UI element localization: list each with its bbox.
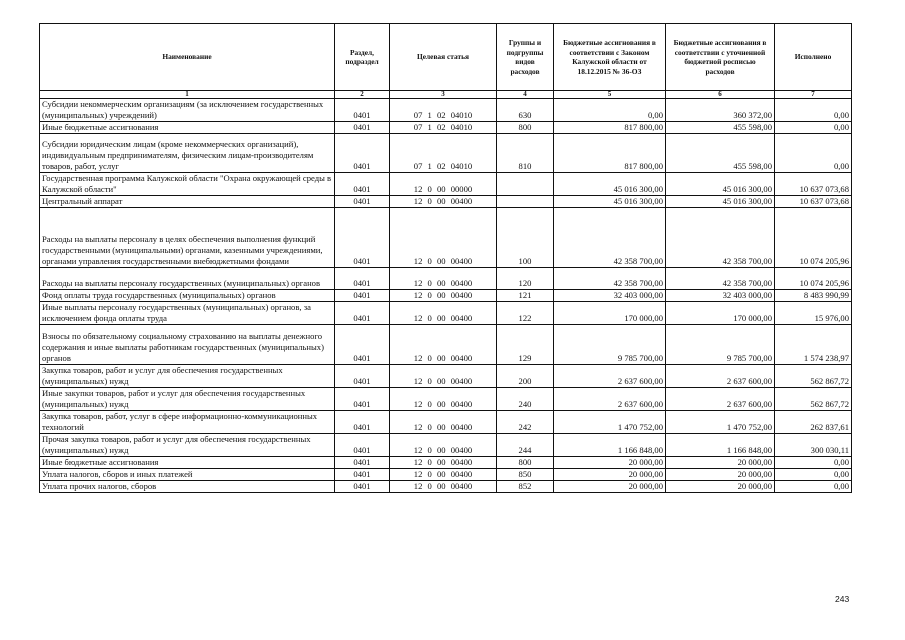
header-refined-allocations: Бюджетные ассигнования в соответствии с уточненной бюджетной росписью расходов	[666, 24, 775, 91]
row-refined-allocation: 2 637 600,00	[666, 365, 775, 388]
row-executed: 0,00	[775, 469, 852, 481]
row-target-article: 12 0 00 00400	[390, 208, 497, 268]
row-name: Закупка товаров, работ, услуг в сфере информационно-коммуникационных технологий	[40, 411, 335, 434]
row-executed: 562 867,72	[775, 388, 852, 411]
row-executed: 8 483 990,99	[775, 290, 852, 302]
row-executed: 0,00	[775, 99, 852, 122]
row-law-allocation: 9 785 700,00	[554, 325, 666, 365]
row-law-allocation: 42 358 700,00	[554, 208, 666, 268]
table-row	[40, 457, 852, 469]
row-executed: 0,00	[775, 457, 852, 469]
row-expense-group: 242	[497, 411, 554, 434]
table-row	[40, 290, 852, 302]
row-law-allocation: 2 637 600,00	[554, 365, 666, 388]
row-section: 0401	[335, 302, 390, 325]
row-expense-group: 810	[497, 134, 554, 173]
column-number: 7	[775, 91, 852, 99]
table-row	[40, 411, 852, 434]
row-name: Уплата прочих налогов, сборов	[40, 481, 335, 493]
table-row	[40, 325, 852, 365]
row-target-article: 12 0 00 00400	[390, 469, 497, 481]
column-number: 3	[390, 91, 497, 99]
row-law-allocation: 817 800,00	[554, 122, 666, 134]
row-section: 0401	[335, 290, 390, 302]
row-executed: 0,00	[775, 122, 852, 134]
row-refined-allocation: 45 016 300,00	[666, 173, 775, 196]
table-row	[40, 302, 852, 325]
table-row	[40, 208, 852, 268]
row-expense-group: 850	[497, 469, 554, 481]
row-section: 0401	[335, 457, 390, 469]
row-section: 0401	[335, 325, 390, 365]
row-section: 0401	[335, 268, 390, 290]
header-expense-group: Группы и подгруппы видов расходов	[497, 24, 554, 91]
row-name: Расходы на выплаты персоналу в целях обеспечения выполнения функций государственными (муниципальными) органами, казенными учреждениями, органами управления государственными внебюджетными фондами	[40, 208, 335, 268]
column-number: 4	[497, 91, 554, 99]
table-row	[40, 388, 852, 411]
row-name: Иные закупки товаров, работ и услуг для обеспечения государственных (муниципальных) нужд	[40, 388, 335, 411]
column-number: 5	[554, 91, 666, 99]
row-expense-group: 852	[497, 481, 554, 493]
row-expense-group: 240	[497, 388, 554, 411]
table-row	[40, 134, 852, 173]
row-refined-allocation: 42 358 700,00	[666, 208, 775, 268]
row-expense-group: 129	[497, 325, 554, 365]
row-name: Расходы на выплаты персоналу государственных (муниципальных) органов	[40, 268, 335, 290]
row-law-allocation: 170 000,00	[554, 302, 666, 325]
row-name: Фонд оплаты труда государственных (муниципальных) органов	[40, 290, 335, 302]
row-executed: 0,00	[775, 134, 852, 173]
table-row	[40, 268, 852, 290]
column-number: 6	[666, 91, 775, 99]
row-name: Иные бюджетные ассигнования	[40, 122, 335, 134]
row-section: 0401	[335, 208, 390, 268]
row-executed: 1 574 238,97	[775, 325, 852, 365]
row-refined-allocation: 360 372,00	[666, 99, 775, 122]
row-executed: 10 074 205,96	[775, 208, 852, 268]
column-number: 2	[335, 91, 390, 99]
row-target-article: 12 0 00 00400	[390, 325, 497, 365]
row-target-article: 07 1 02 04010	[390, 122, 497, 134]
row-target-article: 12 0 00 00400	[390, 434, 497, 457]
column-number-row	[40, 91, 852, 99]
row-name: Субсидии некоммерческим организациям (за исключением государственных (муниципальных) учреждений)	[40, 99, 335, 122]
row-section: 0401	[335, 134, 390, 173]
row-refined-allocation: 9 785 700,00	[666, 325, 775, 365]
row-target-article: 12 0 00 00000	[390, 173, 497, 196]
row-expense-group: 800	[497, 122, 554, 134]
row-expense-group	[497, 196, 554, 208]
column-number: 1	[40, 91, 335, 99]
row-executed: 15 976,00	[775, 302, 852, 325]
row-target-article: 12 0 00 00400	[390, 365, 497, 388]
row-target-article: 12 0 00 00400	[390, 481, 497, 493]
row-name: Субсидии юридическим лицам (кроме некоммерческих организаций), индивидуальным предпринимателям, физическим лицам-производителям товаров, работ, услуг	[40, 134, 335, 173]
row-section: 0401	[335, 388, 390, 411]
row-refined-allocation: 455 598,00	[666, 134, 775, 173]
table-row	[40, 434, 852, 457]
row-section: 0401	[335, 365, 390, 388]
row-section: 0401	[335, 481, 390, 493]
row-target-article: 12 0 00 00400	[390, 290, 497, 302]
row-expense-group: 121	[497, 290, 554, 302]
row-expense-group: 244	[497, 434, 554, 457]
row-expense-group: 800	[497, 457, 554, 469]
row-law-allocation: 45 016 300,00	[554, 173, 666, 196]
row-refined-allocation: 2 637 600,00	[666, 388, 775, 411]
header-target-article: Целевая статья	[390, 24, 497, 91]
row-expense-group	[497, 173, 554, 196]
row-target-article: 12 0 00 00400	[390, 388, 497, 411]
row-law-allocation: 1 470 752,00	[554, 411, 666, 434]
row-expense-group: 200	[497, 365, 554, 388]
row-name: Иные бюджетные ассигнования	[40, 457, 335, 469]
row-target-article: 12 0 00 00400	[390, 268, 497, 290]
row-target-article: 12 0 00 00400	[390, 457, 497, 469]
table-row	[40, 365, 852, 388]
row-refined-allocation: 170 000,00	[666, 302, 775, 325]
row-name: Государственная программа Калужской области "Охрана окружающей среды в Калужской области"	[40, 173, 335, 196]
row-name: Иные выплаты персоналу государственных (муниципальных) органов, за исключением фонда оплаты труда	[40, 302, 335, 325]
row-law-allocation: 2 637 600,00	[554, 388, 666, 411]
row-law-allocation: 1 166 848,00	[554, 434, 666, 457]
row-refined-allocation: 32 403 000,00	[666, 290, 775, 302]
row-executed: 562 867,72	[775, 365, 852, 388]
row-executed: 300 030,11	[775, 434, 852, 457]
row-refined-allocation: 1 470 752,00	[666, 411, 775, 434]
row-expense-group: 100	[497, 208, 554, 268]
table-row	[40, 122, 852, 134]
row-refined-allocation: 45 016 300,00	[666, 196, 775, 208]
row-refined-allocation: 1 166 848,00	[666, 434, 775, 457]
row-refined-allocation: 20 000,00	[666, 481, 775, 493]
table-body	[40, 99, 852, 493]
row-section: 0401	[335, 122, 390, 134]
row-name: Прочая закупка товаров, работ и услуг для обеспечения государственных (муниципальных) нужд	[40, 434, 335, 457]
row-name: Закупка товаров, работ и услуг для обеспечения государственных (муниципальных) нужд	[40, 365, 335, 388]
row-name: Уплата налогов, сборов и иных платежей	[40, 469, 335, 481]
row-expense-group: 630	[497, 99, 554, 122]
row-law-allocation: 20 000,00	[554, 457, 666, 469]
row-section: 0401	[335, 196, 390, 208]
row-section: 0401	[335, 434, 390, 457]
row-refined-allocation: 455 598,00	[666, 122, 775, 134]
table-row	[40, 196, 852, 208]
budget-table	[39, 23, 852, 493]
row-law-allocation: 817 800,00	[554, 134, 666, 173]
row-target-article: 07 1 02 04010	[390, 134, 497, 173]
row-section: 0401	[335, 411, 390, 434]
row-executed: 10 074 205,96	[775, 268, 852, 290]
row-executed: 262 837,61	[775, 411, 852, 434]
row-target-article: 12 0 00 00400	[390, 411, 497, 434]
row-executed: 0,00	[775, 481, 852, 493]
row-law-allocation: 20 000,00	[554, 481, 666, 493]
row-law-allocation: 0,00	[554, 99, 666, 122]
table-row	[40, 173, 852, 196]
row-name: Центральный аппарат	[40, 196, 335, 208]
row-expense-group: 122	[497, 302, 554, 325]
row-executed: 10 637 073,68	[775, 173, 852, 196]
header-executed: Исполнено	[775, 24, 852, 91]
header-section: Раздел, подраздел	[335, 24, 390, 91]
row-target-article: 12 0 00 00400	[390, 196, 497, 208]
row-expense-group: 120	[497, 268, 554, 290]
row-law-allocation: 45 016 300,00	[554, 196, 666, 208]
row-law-allocation: 20 000,00	[554, 469, 666, 481]
table-row	[40, 99, 852, 122]
row-refined-allocation: 20 000,00	[666, 469, 775, 481]
table-row	[40, 469, 852, 481]
row-section: 0401	[335, 173, 390, 196]
row-name: Взносы по обязательному социальному страхованию на выплаты денежного содержания и иные выплаты работникам государственных (муниципальных) органов	[40, 325, 335, 365]
row-law-allocation: 32 403 000,00	[554, 290, 666, 302]
table-row	[40, 481, 852, 493]
header-name: Наименование	[40, 24, 335, 91]
row-section: 0401	[335, 469, 390, 481]
row-refined-allocation: 20 000,00	[666, 457, 775, 469]
row-target-article: 07 1 02 04010	[390, 99, 497, 122]
row-executed: 10 637 073,68	[775, 196, 852, 208]
row-target-article: 12 0 00 00400	[390, 302, 497, 325]
page-number: 243	[835, 594, 850, 604]
row-law-allocation: 42 358 700,00	[554, 268, 666, 290]
row-refined-allocation: 42 358 700,00	[666, 268, 775, 290]
header-law-allocations: Бюджетные ассигнования в соответствии с Законом Калужской области от 18.12.2015 № 36-ОЗ	[554, 24, 666, 91]
row-section: 0401	[335, 99, 390, 122]
table-header	[40, 24, 852, 99]
